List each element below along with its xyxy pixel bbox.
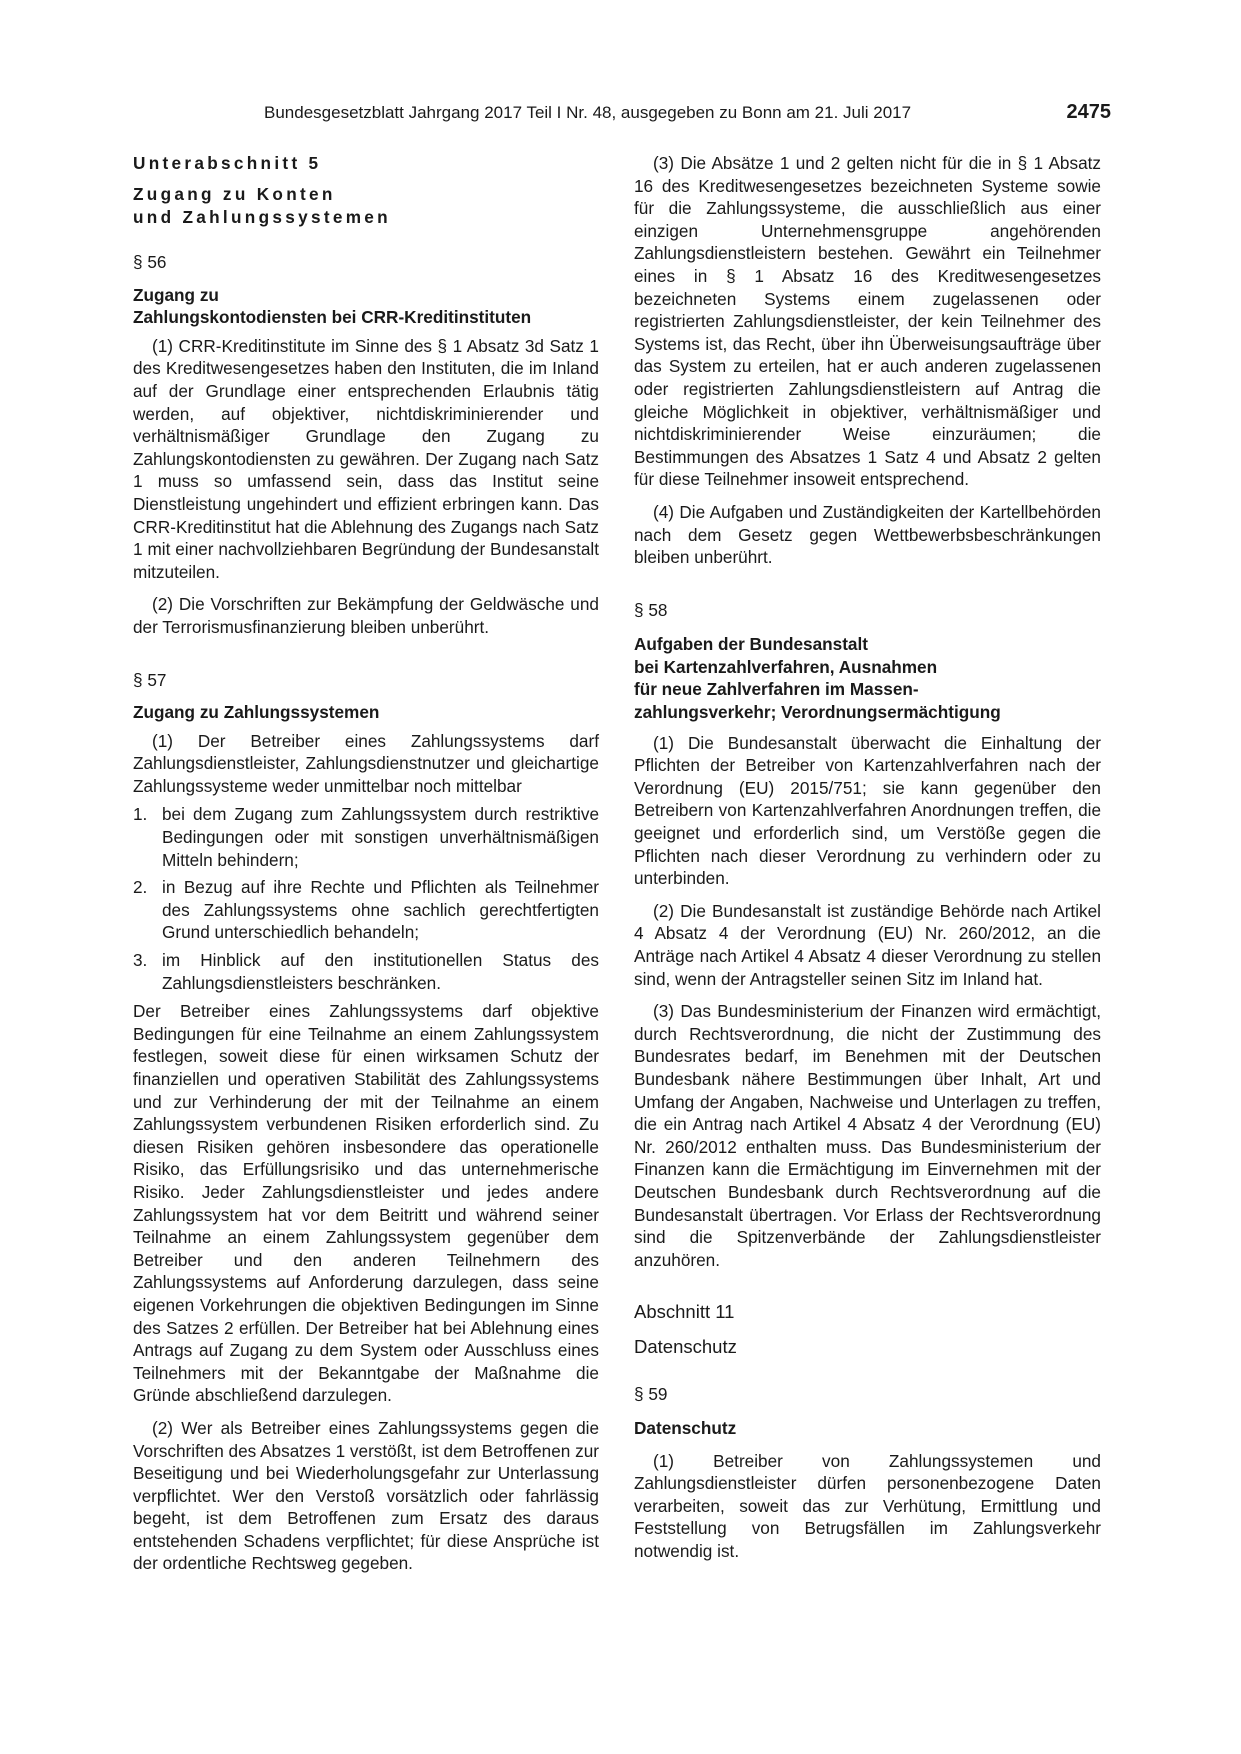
section-59-title: Datenschutz xyxy=(634,1418,737,1439)
section-57-number: § 57 xyxy=(133,669,167,690)
list-item-text: im Hinblick auf den institutionellen Status des Zahlungsdienstleisters beschränken. xyxy=(162,950,599,993)
section-56-paragraph-1: (1) CRR-Kreditinstitute im Sinne des § 1 Absatz 3d Satz 1 des Kreditwesengesetzes haben den Instituten, die im Inland auf der Grundlage einer entsprechenden Erlaubnis tätig werden, auf objektiver, nichtdiskriminierender und verhältnismäßiger Grundlage den Zugang zu Zahlungskontodiensten zu gewähren. Der Zugang nach Satz 1 muss so umfassend sein, dass das Institut seine Dienstleistung ungehindert und effizient erbringen kann. Das CRR-Kreditinstitut hat die Ablehnung des Zugangs nach Satz 1 mit einer nachvollziehbaren Begründung der Bundesanstalt mitzuteilen. xyxy=(133,335,599,582)
section-57-paragraph-4: (4) Die Aufgaben und Zuständigkeiten der Kartellbehörden nach dem Gesetz gegen Wettbewerbsbeschränkungen bleiben unberührt. xyxy=(634,501,1101,568)
section-58-paragraph-1: (1) Die Bundesanstalt überwacht die Einhaltung der Pflichten der Betreiber von Kartenzahlverfahren nach der Verordnung (EU) 2015/751; sie kann gegenüber den Betreibern von Kartenzahlverfahren Anordnungen treffen, die geeignet und erforderlich sind, um Verstöße gegen die Pflichten nach dieser Verordnung zu verhindern oder zu unterbinden. xyxy=(634,732,1101,889)
list-item-number: 1. xyxy=(133,804,148,825)
section-58-title-line-3: für neue Zahlverfahren im Massen- xyxy=(634,679,919,700)
unterabschnitt-label: Unterabschnitt 5 xyxy=(133,153,322,173)
section-56-title-line-1: Zugang zu xyxy=(133,284,219,305)
list-item xyxy=(133,876,599,944)
abschnitt-label: Abschnitt 11 xyxy=(634,1301,735,1323)
page-number: 2475 xyxy=(1066,101,1111,123)
unterabschnitt-title-line-1: Zugang zu Konten xyxy=(133,184,336,204)
section-57-paragraph-2: (2) Wer als Betreiber eines Zahlungssystems gegen die Vorschriften des Absatzes 1 verstößt, ist dem Betroffenen zur Beseitigung und bei Wiederholungsgefahr zur Unterlassung verpflichtet. Wer den Verstoß vorsätzlich oder fahrlässig begeht, ist dem Betroffenen zum Ersatz des daraus entstehenden Schadens verpflichtet; für diese Ansprüche ist der ordentliche Rechtsweg gegeben. xyxy=(133,1417,599,1574)
right-column xyxy=(634,152,1101,1563)
list-item-number: 3. xyxy=(133,950,148,971)
section-59-number: § 59 xyxy=(634,1383,668,1404)
section-58-paragraph-3: (3) Das Bundesministerium der Finanzen wird ermächtigt, durch Rechtsverordnung, die nicht der Zustimmung des Bundesrates bedarf, im Benehmen mit der Deutschen Bundesbank nähere Bestimmungen über Inhalt, Art und Umfang der Angaben, Nachweise und Unterlagen zu treffen, die ein Antrag nach Artikel 4 Absatz 4 der Verordnung (EU) Nr. 260/2012 enthalten muss. Das Bundesministerium der Finanzen kann die Ermächtigung im Einvernehmen mit der Deutschen Bundesbank durch Rechtsverordnung auf die Bundesanstalt übertragen. Vor Erlass der Rechtsverordnung sind die Spitzenverbände der Zahlungsdienstleister anzuhören. xyxy=(634,1001,1101,1270)
section-58-title-line-4: zahlungsverkehr; Verordnungsermächtigung xyxy=(634,702,1001,723)
section-59-paragraph-1: (1) Betreiber von Zahlungssystemen und Zahlungsdienstleister dürfen personenbezogene Daten verarbeiten, soweit das zur Verhütung, Ermittlung und Feststellung von Betrugsfällen im Zahlungsverkehr notwendig ist. xyxy=(634,1450,1101,1562)
header-citation: Bundesgesetzblatt Jahrgang 2017 Teil I Nr. 48, ausgegeben zu Bonn am 21. Juli 2017 xyxy=(264,103,912,122)
section-56-title-line-2: Zahlungskontodiensten bei CRR-Kreditinstituten xyxy=(133,307,532,328)
list-item xyxy=(133,803,599,871)
left-column xyxy=(133,152,599,1575)
section-57-paragraph-1: (1) Der Betreiber eines Zahlungssystems darf Zahlungsdienstleister, Zahlungsdienstnutzer und gleichartige Zahlungssysteme weder unmittelbar noch mittelbar xyxy=(133,730,599,796)
section-57-paragraph-1-continued: Der Betreiber eines Zahlungssystems darf objektive Bedingungen für eine Teilnahme an einem Zahlungssystem festlegen, soweit diese für einen wirksamen Schutz der finanziellen und operativen Stabilität des Zahlungssystems und zur Verhinderung der mit der Teilnahme an einem Zahlungssystem verbundenen Risiken erforderlich sind. Zu diesen Risiken gehören insbesondere das operationelle Risiko, das Erfüllungsrisiko und das unternehmerische Risiko. Jeder Zahlungsdienstleister und jedes andere Zahlungssystem hat vor dem Beitritt und während seiner Teilnahme an einem Zahlungssystem gegenüber dem Betreiber und den anderen Teilnehmern des Zahlungssystems auf Anforderung darzulegen, dass seine eigenen Vorkehrungen die objektiven Bedingungen im Sinne des Satzes 2 erfüllen. Der Betreiber hat bei Ablehnung eines Antrags auf Zugang zu dem System oder Ausschluss eines Teilnehmers mit der Bekanntgabe der Maßnahme die Gründe abschließend darzulegen. xyxy=(133,1001,599,1406)
section-57-list xyxy=(133,803,599,994)
section-58-number: § 58 xyxy=(634,599,668,620)
list-item-text: in Bezug auf ihre Rechte und Pflichten als Teilnehmer des Zahlungssystems ohne sachlich gerechtfertigten Grund unterschiedlich behandeln; xyxy=(162,877,599,943)
section-58-title-line-2: bei Kartenzahlverfahren, Ausnahmen xyxy=(634,656,938,677)
unterabschnitt-title-line-2: und Zahlungssystemen xyxy=(133,207,391,227)
list-item-number: 2. xyxy=(133,877,148,898)
list-item-text: bei dem Zugang zum Zahlungssystem durch restriktive Bedingungen oder mit sonstigen unverhältnismäßigen Mitteln behindern; xyxy=(162,804,599,870)
section-58-paragraph-2: (2) Die Bundesanstalt ist zuständige Behörde nach Artikel 4 Absatz 4 der Verordnung (EU) Nr. 260/2012, an die Anträge nach Artikel 4 Absatz 4 dieser Verordnung zu stellen sind, wenn der Antragsteller seinen Sitz im Inland hat. xyxy=(634,900,1101,989)
section-57-title: Zugang zu Zahlungssystemen xyxy=(133,702,380,723)
section-56-number: § 56 xyxy=(133,252,167,272)
section-57-paragraph-3: (3) Die Absätze 1 und 2 gelten nicht für die in § 1 Absatz 16 des Kreditwesengesetzes bezeichneten Systeme sowie für die Zahlungssysteme, die ausschließlich aus einer einzigen Unternehmensgruppe angehörenden Zahlungsdienstleistern bestehen. Gewährt ein Teilnehmer eines in § 1 Absatz 16 des Kreditwesengesetzes bezeichneten Systems einem zugelassenen oder registrierten Zahlungsdienstleister, der kein Teilnehmer des Systems ist, das Recht, über ihn Überweisungsaufträge über das System zu erteilen, hat er auch anderen zugelassenen oder registrierten Zahlungsdienstleistern auf Antrag die gleiche Möglichkeit in objektiver, verhältnismäßiger und nichtdiskriminierender Weise einzuräumen; die Bestimmungen des Absatzes 1 Satz 4 und Absatz 2 gelten für diese Teilnehmer insoweit entsprechend. xyxy=(634,153,1101,490)
list-item xyxy=(133,949,599,994)
section-58-title-line-1: Aufgaben der Bundesanstalt xyxy=(634,634,868,655)
abschnitt-title: Datenschutz xyxy=(634,1335,737,1357)
section-56-paragraph-2: (2) Die Vorschriften zur Bekämpfung der Geldwäsche und der Terrorismusfinanzierung bleiben unberührt. xyxy=(133,594,599,637)
page-header xyxy=(264,101,1111,125)
